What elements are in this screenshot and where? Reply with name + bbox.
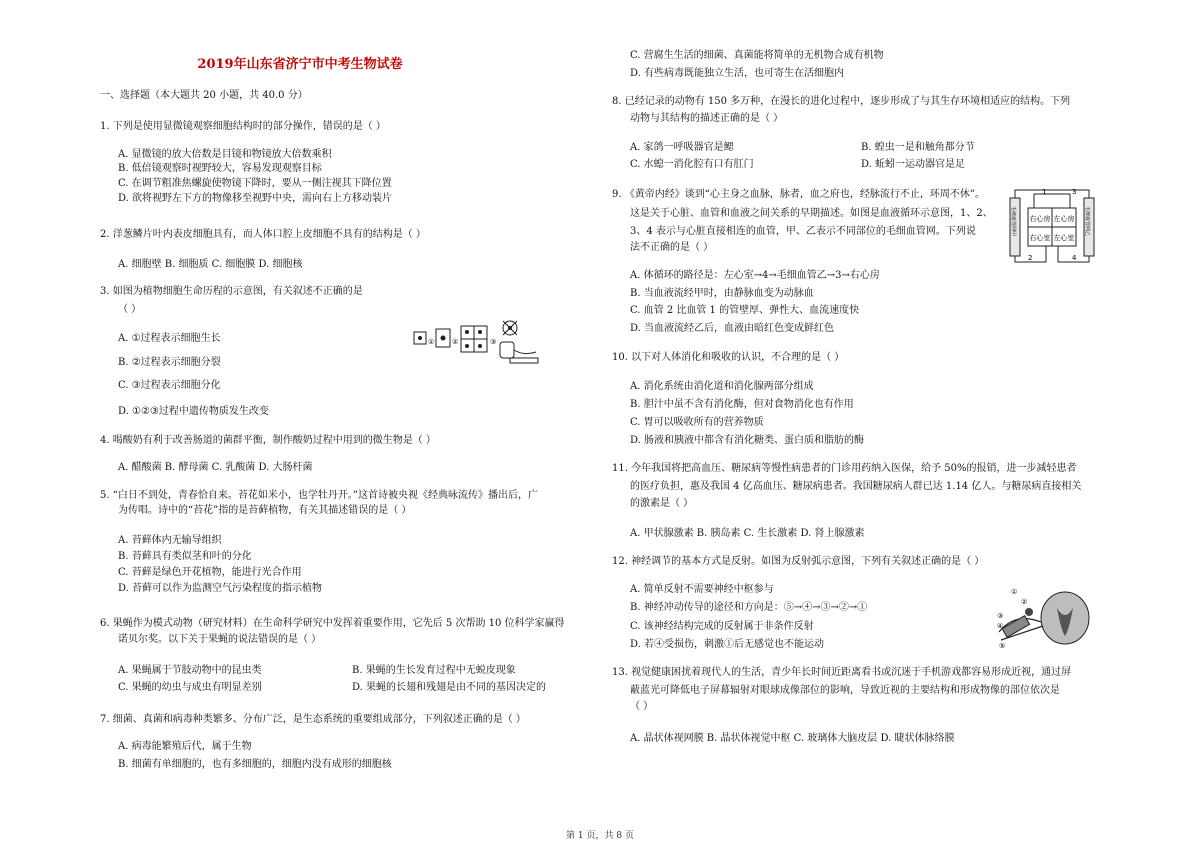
question-stem: 10. 以下对人体消化和吸收的认识，不合理的是（ ） — [612, 352, 845, 363]
question-stem: 3. 如图为植物细胞生命历程的示意图，有关叙述不正确的是 — [100, 286, 363, 297]
capillary-left-label: 毛细血管网甲 — [1010, 206, 1016, 237]
vessel-3-label: 3 — [1072, 188, 1077, 196]
cell-right-atrium: 右心房 — [1029, 215, 1051, 223]
answer-option: A. 醋酸菌 B. 酵母菌 C. 乳酸菌 D. 大肠杆菌 — [118, 462, 313, 473]
answer-option: B. ②过程表示细胞分裂 — [118, 357, 221, 368]
answer-option: 这是关于心脏、血管和血液之间关系的早期描述。如图是血液循环示意图，1、2、 — [630, 208, 993, 219]
answer-option: D. 欲将视野左下方的物像移至视野中央，需向右上方移动装片 — [118, 193, 393, 204]
cell-left-atrium: 左心房 — [1053, 215, 1075, 223]
answer-option: 的医疗负担，惠及我国 4 亿高血压、糖尿病患者。我国糖尿病人群已达 1.14 亿人。与糖尿病直接相关 — [630, 481, 1082, 492]
answer-option: D. 肠液和胰液中都含有消化糖类、蛋白质和脂肪的酶 — [630, 435, 865, 446]
section-heading: 一、选择题（本大题共 20 小题，共 40.0 分） — [100, 90, 308, 101]
reflex-5-label: ⑤ — [999, 642, 1006, 650]
reflex-2-label: ② — [1021, 598, 1028, 606]
answer-option: A. 苔藓体内无输导组织 — [118, 535, 222, 546]
question-stem: 9. 《黄帝内经》谈到“心主身之血脉，脉者，血之府也，经脉流行不止，环周不休”。 — [612, 189, 985, 200]
answer-option: A. 家鸽一呼吸器官是鳃 — [630, 142, 734, 153]
page-title: 2019年山东省济宁市中考生物试卷 — [197, 57, 403, 72]
answer-option: D. 有些病毒既能独立生活，也可寄生在活细胞内 — [630, 68, 845, 79]
answer-option: 的激素是（ ） — [630, 498, 694, 509]
answer-option: C. ③过程表示细胞分化 — [118, 380, 221, 391]
reflex-arc-figure — [995, 582, 1093, 652]
question-stem: 2. 洋葱鳞片叶内表皮细胞具有，而人体口腔上皮细胞不具有的结构是（ ） — [100, 229, 426, 240]
answer-option: B. 细菌有单细胞的，也有多细胞的，细胞内没有成形的细胞核 — [118, 759, 392, 770]
answer-option: A. 体循环的路径是：左心室→4→毛细血管乙→3→右心房 — [630, 270, 880, 281]
answer-option: C. 水螅一消化腔有口有肛门 — [630, 159, 754, 170]
answer-option: A. 晶状体视网膜 B. 晶状体视觉中枢 C. 玻璃体大脑皮层 D. 睫状体脉络膜 — [630, 733, 955, 744]
answer-option: D. 苔藓可以作为监测空气污染程度的指示植物 — [118, 583, 323, 594]
question-stem: 3、4 表示与心脏直接相连的血管，甲、乙表示不同部位的毛细血管网。下列说 — [630, 226, 976, 237]
cell-life-cycle-figure — [412, 318, 542, 364]
cell-left-ventricle: 左心室 — [1053, 234, 1075, 242]
answer-option: A. ①过程表示细胞生长 — [118, 333, 221, 344]
answer-option: A. 细胞壁 B. 细胞质 C. 细胞膜 D. 细胞核 — [118, 259, 303, 270]
step-1-label: ① — [428, 338, 435, 346]
question-stem: 7. 细菌、真菌和病毒种类繁多、分布广泛，是生态系统的重要组成部分，下列叙述正确的是（ ） — [100, 714, 526, 725]
answer-option: B. 苔藓具有类似茎和叶的分化 — [118, 551, 252, 562]
answer-option: （ ） — [118, 304, 142, 315]
blood-circulation-figure — [1008, 186, 1098, 266]
answer-option: 蔽蓝光可降低电子屏幕辐射对眼球成像部位的影响，导致近视的主要结构和形成物像的部位依次是 — [630, 685, 1060, 696]
question-stem: 1. 下列是使用显微镜观察细胞结构时的部分操作，错误的是（ ） — [100, 121, 386, 132]
answer-option: D. ①②③过程中遗传物质发生改变 — [118, 406, 269, 417]
answer-option: 为传唱。诗中的“苔花”指的是苔藓植物，有关其描述错误的是（ ） — [118, 505, 412, 516]
page-footer: 第 1 页，共 8 页 — [566, 831, 634, 841]
reflex-4-label: ④ — [997, 622, 1004, 630]
reflex-1-label: ① — [1011, 588, 1018, 596]
answer-option: A. 简单反射不需要神经中枢参与 — [630, 584, 774, 595]
step-3-label: ③ — [490, 338, 497, 346]
answer-option: 诺贝尔奖。以下关于果蝇的说法错误的是（ ） — [118, 634, 322, 645]
answer-option: C. 胃可以吸收所有的营养物质 — [630, 417, 764, 428]
question-stem: 4. 喝酸奶有利于改善肠道的菌群平衡，制作酸奶过程中用到的微生物是（ ） — [100, 435, 436, 446]
answer-option: 动物与其结构的描述正确的是（ ） — [630, 113, 784, 124]
answer-option: D. 果蝇的长翅和残翅是由不同的基因决定的 — [352, 682, 547, 693]
answer-option: C. 血管 2 比血管 1 的管壁厚、弹性大、血流速度快 — [630, 305, 860, 316]
answer-option: B. 胆汁中虽不含有消化酶，但对食物消化也有作用 — [630, 399, 854, 410]
answer-option: D. 当血液流经乙后，血液由暗红色变成鲜红色 — [630, 323, 835, 334]
question-stem: 6. 果蝇作为模式动物（研究材料）在生命科学研究中发挥着重要作用，它先后 5 次帮助 10 位科学家赢得 — [100, 618, 565, 629]
answer-option: C. 在调节粗准焦螺旋使物镜下降时，要从一侧注视其下降位置 — [118, 178, 392, 189]
step-2-label: ② — [452, 338, 459, 346]
answer-option: D. 蚯蚓一运动器官是足 — [861, 159, 966, 170]
answer-option: （ ） — [630, 701, 654, 712]
question-stem: 11. 今年我国将把高血压、糖尿病等慢性病患者的门诊用药纳入医保，给予 50%的报销，进一步减轻患者 — [612, 463, 1077, 474]
answer-option: B. 低倍镜观察时视野较大，容易发现观察目标 — [118, 163, 322, 174]
answer-option: A. 甲状腺激素 B. 胰岛素 C. 生长激素 D. 肾上腺激素 — [630, 528, 865, 539]
answer-option: A. 消化系统由消化道和消化腺两部分组成 — [630, 381, 814, 392]
question-stem: 5. “白日不到处，青春恰自来。苔花如米小，也学牡丹开。”这首诗被央视《经典咏流传》播出后，广 — [100, 490, 538, 501]
answer-option: C. 果蝇的幼虫与成虫有明显差别 — [118, 682, 262, 693]
cell-right-ventricle: 右心室 — [1029, 234, 1051, 242]
answer-option: B. 果蝇的生长发育过程中无蜕皮现象 — [352, 665, 516, 676]
question-stem: 8. 已经记录的动物有 150 多万种，在漫长的进化过程中，逐步形成了与其生存环境相适应的结构。下列 — [612, 96, 1071, 107]
vessel-1-label: 1 — [1042, 188, 1047, 196]
vessel-2-label: 2 — [1028, 254, 1033, 262]
question-stem: 13. 视觉健康困扰着现代人的生活，青少年长时间近距离看书或沉迷于手机游戏都容易形成近视，通过屏 — [612, 667, 1072, 678]
answer-option: B. 当血液流经甲时，由静脉血变为动脉血 — [630, 288, 814, 299]
answer-option: C. 营腐生生活的细菌、真菌能将简单的无机物合成有机物 — [630, 50, 884, 61]
answer-option: C. 苔藓是绿色开花植物，能进行光合作用 — [118, 567, 302, 578]
answer-option: 法不正确的是（ ） — [630, 242, 714, 253]
answer-option: A. 显微镜的放大倍数是目镜和物镜放大倍数乘积 — [118, 149, 332, 160]
answer-option: B. 蝗虫一是和触角都分节 — [861, 142, 975, 153]
capillary-right-label: 毛细血管网乙 — [1084, 206, 1090, 237]
answer-option: C. 该神经结构完成的反射属于非条件反射 — [630, 621, 814, 632]
answer-option: A. 果蝇属于节肢动物中的昆虫类 — [118, 665, 262, 676]
question-stem: 12. 神经调节的基本方式是反射。如图为反射弧示意图，下列有关叙述正确的是（ ） — [612, 556, 985, 567]
vessel-4-label: 4 — [1072, 254, 1077, 262]
answer-option: D. 若④受损伤，刺激①后无感觉也不能运动 — [630, 639, 825, 650]
answer-option: A. 病毒能繁殖后代，属于生物 — [118, 741, 252, 752]
reflex-3-label: ③ — [997, 612, 1004, 620]
answer-option: B. 神经冲动传导的途径和方向是：⑤→④→③→②→① — [630, 602, 868, 613]
